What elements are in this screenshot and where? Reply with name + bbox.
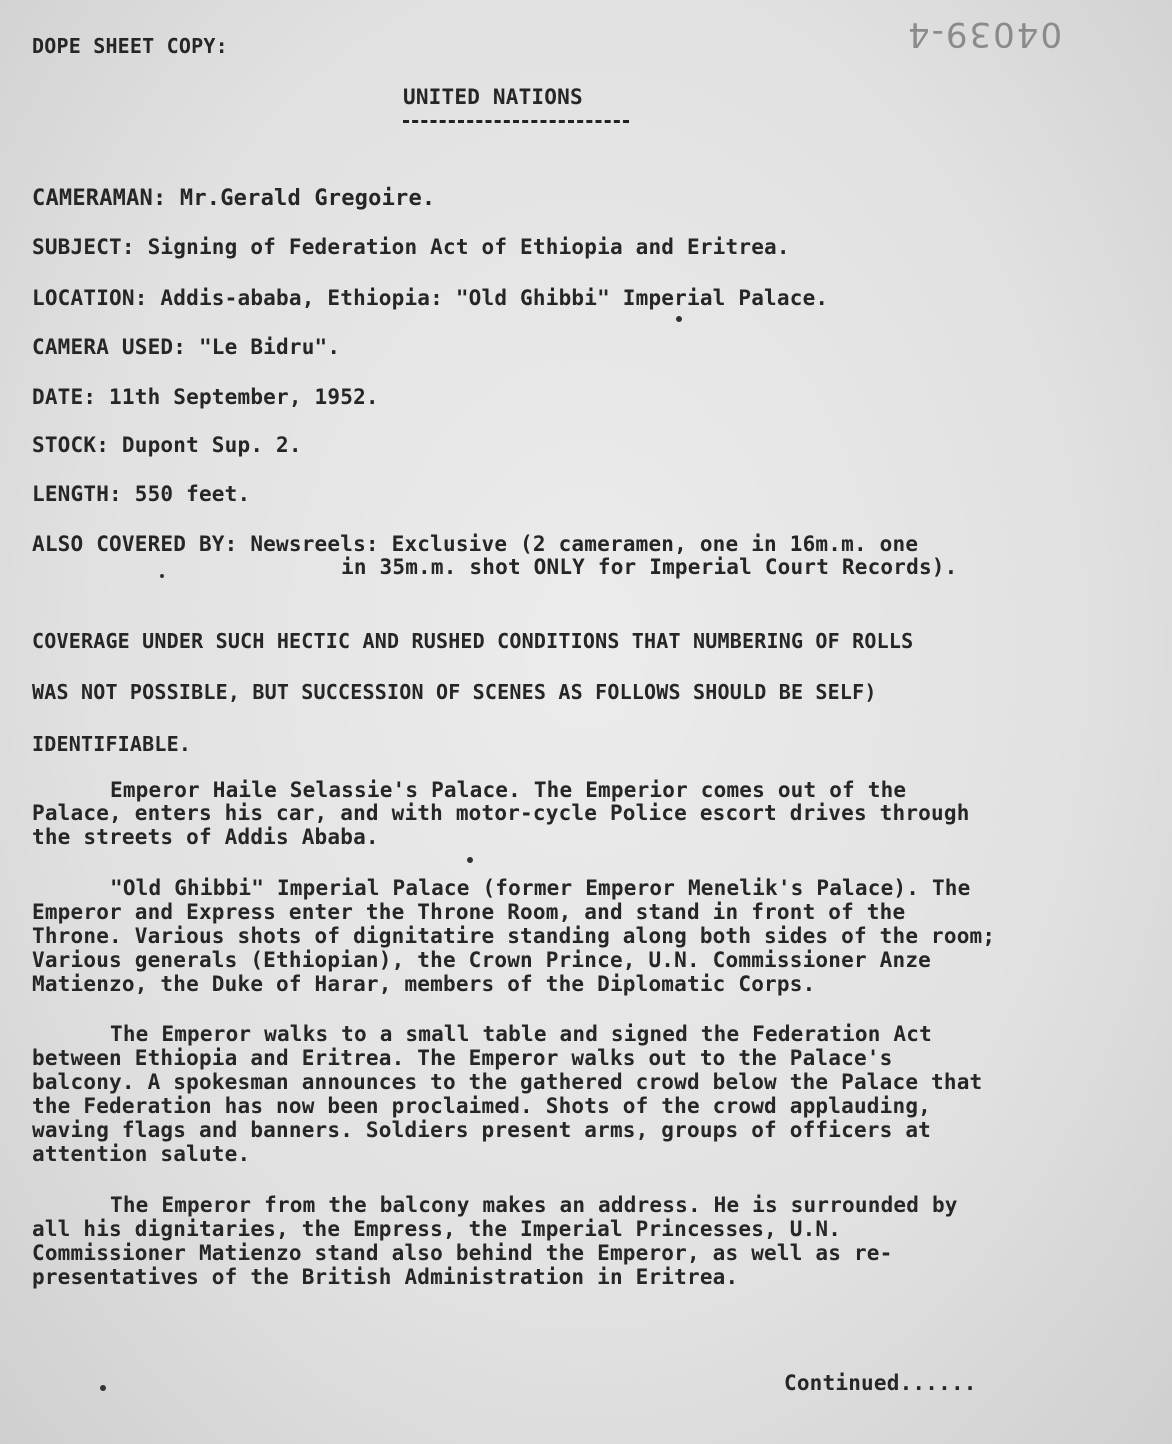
handwritten-reference-number: 04039-4 — [906, 14, 1063, 54]
paragraph-line: Emperor and Express enter the Throne Room, and stand in front of the — [32, 900, 906, 924]
also-covered-field-continued: in 35m.m. shot ONLY for Imperial Court Records). — [341, 555, 958, 579]
coverage-note-line: IDENTIFIABLE. — [32, 732, 192, 756]
paragraph-line: Emperor Haile Selassie's Palace. The Emperior comes out of the — [110, 778, 907, 802]
paragraph-line: Matienzo, the Duke of Harar, members of the Diplomatic Corps. — [32, 972, 816, 996]
paragraph-line: balcony. A spokesman announces to the gathered crowd below the Palace that — [32, 1070, 983, 1094]
location-field: LOCATION: Addis-ababa, Ethiopia: "Old Ghibbi" Imperial Palace. — [32, 286, 829, 310]
coverage-note-line: COVERAGE UNDER SUCH HECTIC AND RUSHED CONDITIONS THAT NUMBERING OF ROLLS — [32, 629, 914, 653]
subject-field: SUBJECT: Signing of Federation Act of Ethiopia and Eritrea. — [32, 235, 790, 259]
page-title: UNITED NATIONS — [403, 85, 583, 109]
paragraph-line: the streets of Addis Ababa. — [32, 825, 379, 849]
also-covered-field: ALSO COVERED BY: Newsreels: Exclusive (2 cameramen, one in 16m.m. one — [32, 532, 919, 556]
paragraph-line: attention salute. — [32, 1142, 251, 1166]
date-field: DATE: 11th September, 1952. — [32, 385, 379, 409]
paragraph-line: Commissioner Matienzo stand also behind the Emperor, as well as re- — [32, 1241, 893, 1265]
length-field: LENGTH: 550 feet. — [32, 482, 251, 506]
dope-sheet-label: DOPE SHEET COPY: — [32, 34, 228, 58]
paragraph-line: The Emperor walks to a small table and signed the Federation Act — [110, 1022, 932, 1046]
ink-speck — [676, 316, 682, 322]
coverage-note-line: WAS NOT POSSIBLE, BUT SUCCESSION OF SCENES AS FOLLOWS SHOULD BE SELF) — [32, 680, 877, 704]
ink-speck — [467, 857, 473, 863]
paragraph-line: presentatives of the British Administration in Eritrea. — [32, 1265, 739, 1289]
paragraph-line: between Ethiopia and Eritrea. The Emperor walks out to the Palace's — [32, 1046, 893, 1070]
ink-speck — [100, 1385, 106, 1391]
paragraph-line: the Federation has now been proclaimed. Shots of the crowd applauding, — [32, 1094, 932, 1118]
paragraph-line: "Old Ghibbi" Imperial Palace (former Emperor Menelik's Palace). The — [110, 876, 971, 900]
cameraman-field: CAMERAMAN: Mr.Gerald Gregoire. — [32, 186, 436, 211]
paragraph-line: waving flags and banners. Soldiers present arms, groups of officers at — [32, 1118, 932, 1142]
paragraph-line: Palace, enters his car, and with motor-cycle Police escort drives through — [32, 801, 970, 825]
continued-footer: Continued...... — [784, 1371, 977, 1395]
ink-speck — [160, 574, 164, 578]
camera-used-field: CAMERA USED: "Le Bidru". — [32, 335, 341, 359]
paragraph-line: Throne. Various shots of dignitatire standing along both sides of the room; — [32, 924, 996, 948]
title-underline — [403, 120, 629, 123]
paragraph-line: all his dignitaries, the Empress, the Imperial Princesses, U.N. — [32, 1217, 842, 1241]
paragraph-line: Various generals (Ethiopian), the Crown Prince, U.N. Commissioner Anze — [32, 948, 932, 972]
stock-field: STOCK: Dupont Sup. 2. — [32, 433, 302, 457]
paragraph-line: The Emperor from the balcony makes an address. He is surrounded by — [110, 1193, 958, 1217]
